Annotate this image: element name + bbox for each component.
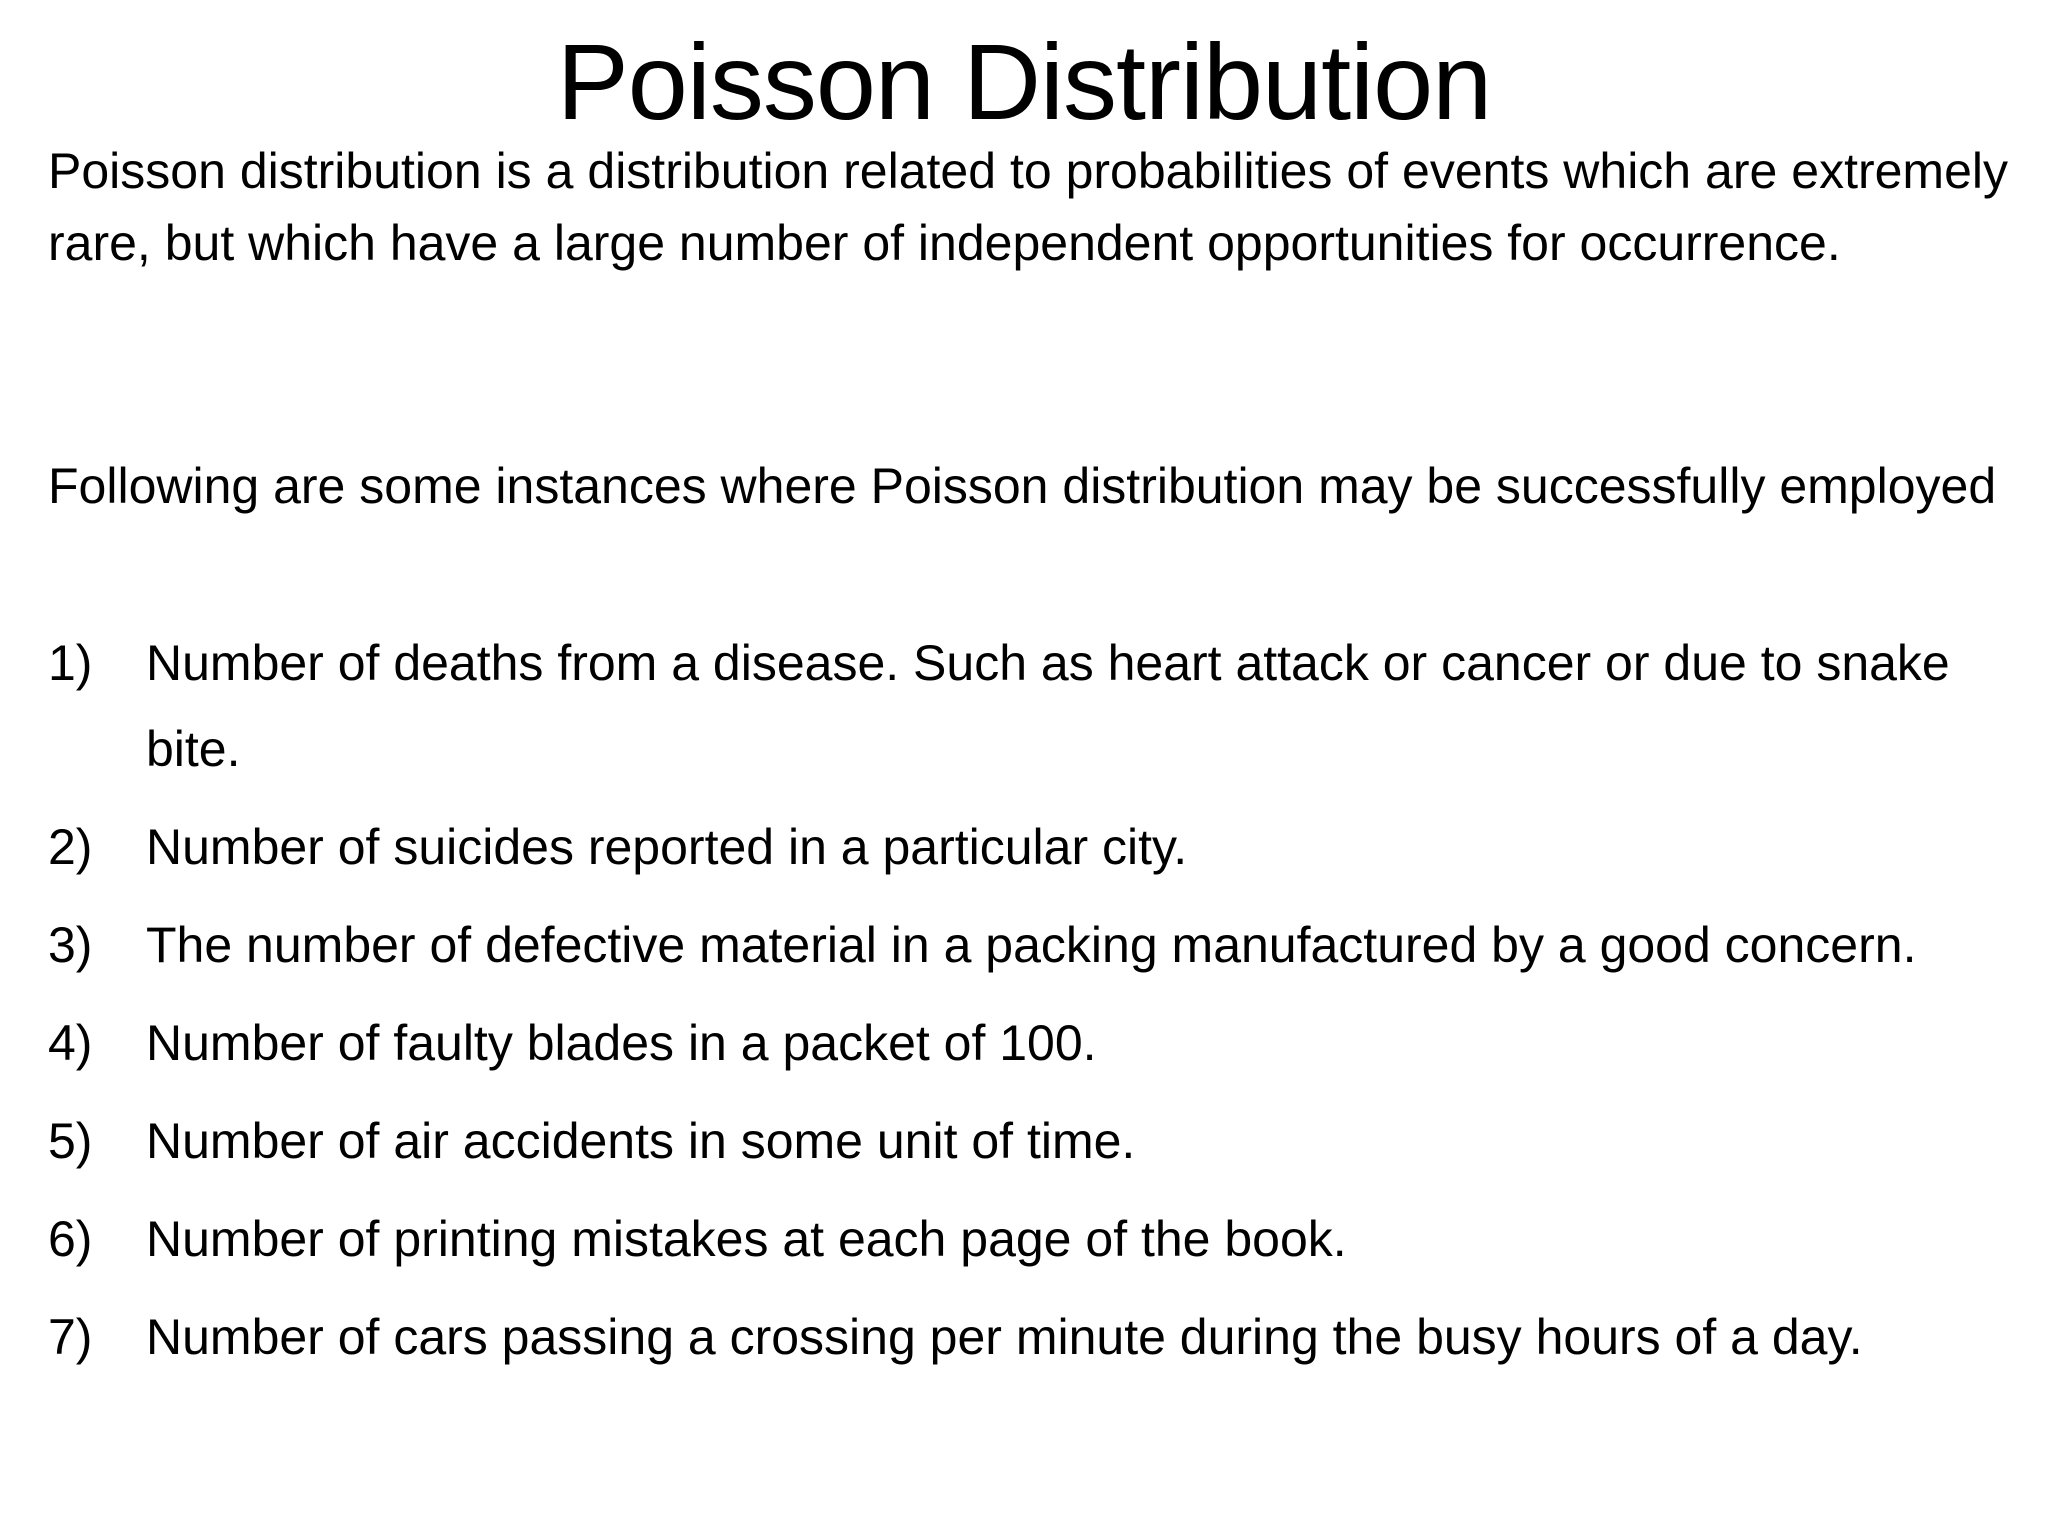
list-item-text: Number of cars passing a crossing per minute during the busy hours of a day.	[146, 1309, 1863, 1365]
list-item-text: Number of deaths from a disease. Such as heart attack or cancer or due to snake bite.	[146, 635, 1950, 777]
list-item-number: 5)	[48, 1113, 93, 1169]
intro-paragraph: Poisson distribution is a distribution related to probabilities of events which are extremely rare, but which have a large number of independent opportunities for occurrence.	[48, 143, 2008, 271]
list-item	[48, 1196, 2008, 1282]
list-item-number: 4)	[48, 1015, 93, 1071]
list-item-text: The number of defective material in a packing manufactured by a good concern.	[146, 917, 1917, 973]
list-item	[48, 1294, 2008, 1380]
list-item	[48, 1098, 2008, 1184]
list-item	[48, 1000, 2008, 1086]
list-item-text: Number of air accidents in some unit of time.	[146, 1113, 1136, 1169]
instances-intro: Following are some instances where Poisson distribution may be successfully employed	[48, 458, 1997, 514]
list-item	[48, 804, 2008, 890]
list-item-text: Number of faulty blades in a packet of 100.	[146, 1015, 1097, 1071]
list-item-number: 6)	[48, 1211, 93, 1267]
slide-title: Poisson Distribution	[556, 21, 1492, 142]
list-item-number: 2)	[48, 819, 93, 875]
list-item-text: Number of suicides reported in a particular city.	[146, 819, 1188, 875]
examples-list	[48, 620, 2008, 1392]
list-item-number: 1)	[48, 635, 93, 691]
list-item-number: 7)	[48, 1309, 93, 1365]
list-item	[48, 902, 2008, 988]
list-item-number: 3)	[48, 917, 93, 973]
list-item-text: Number of printing mistakes at each page of the book.	[146, 1211, 1347, 1267]
list-item	[48, 620, 2008, 792]
